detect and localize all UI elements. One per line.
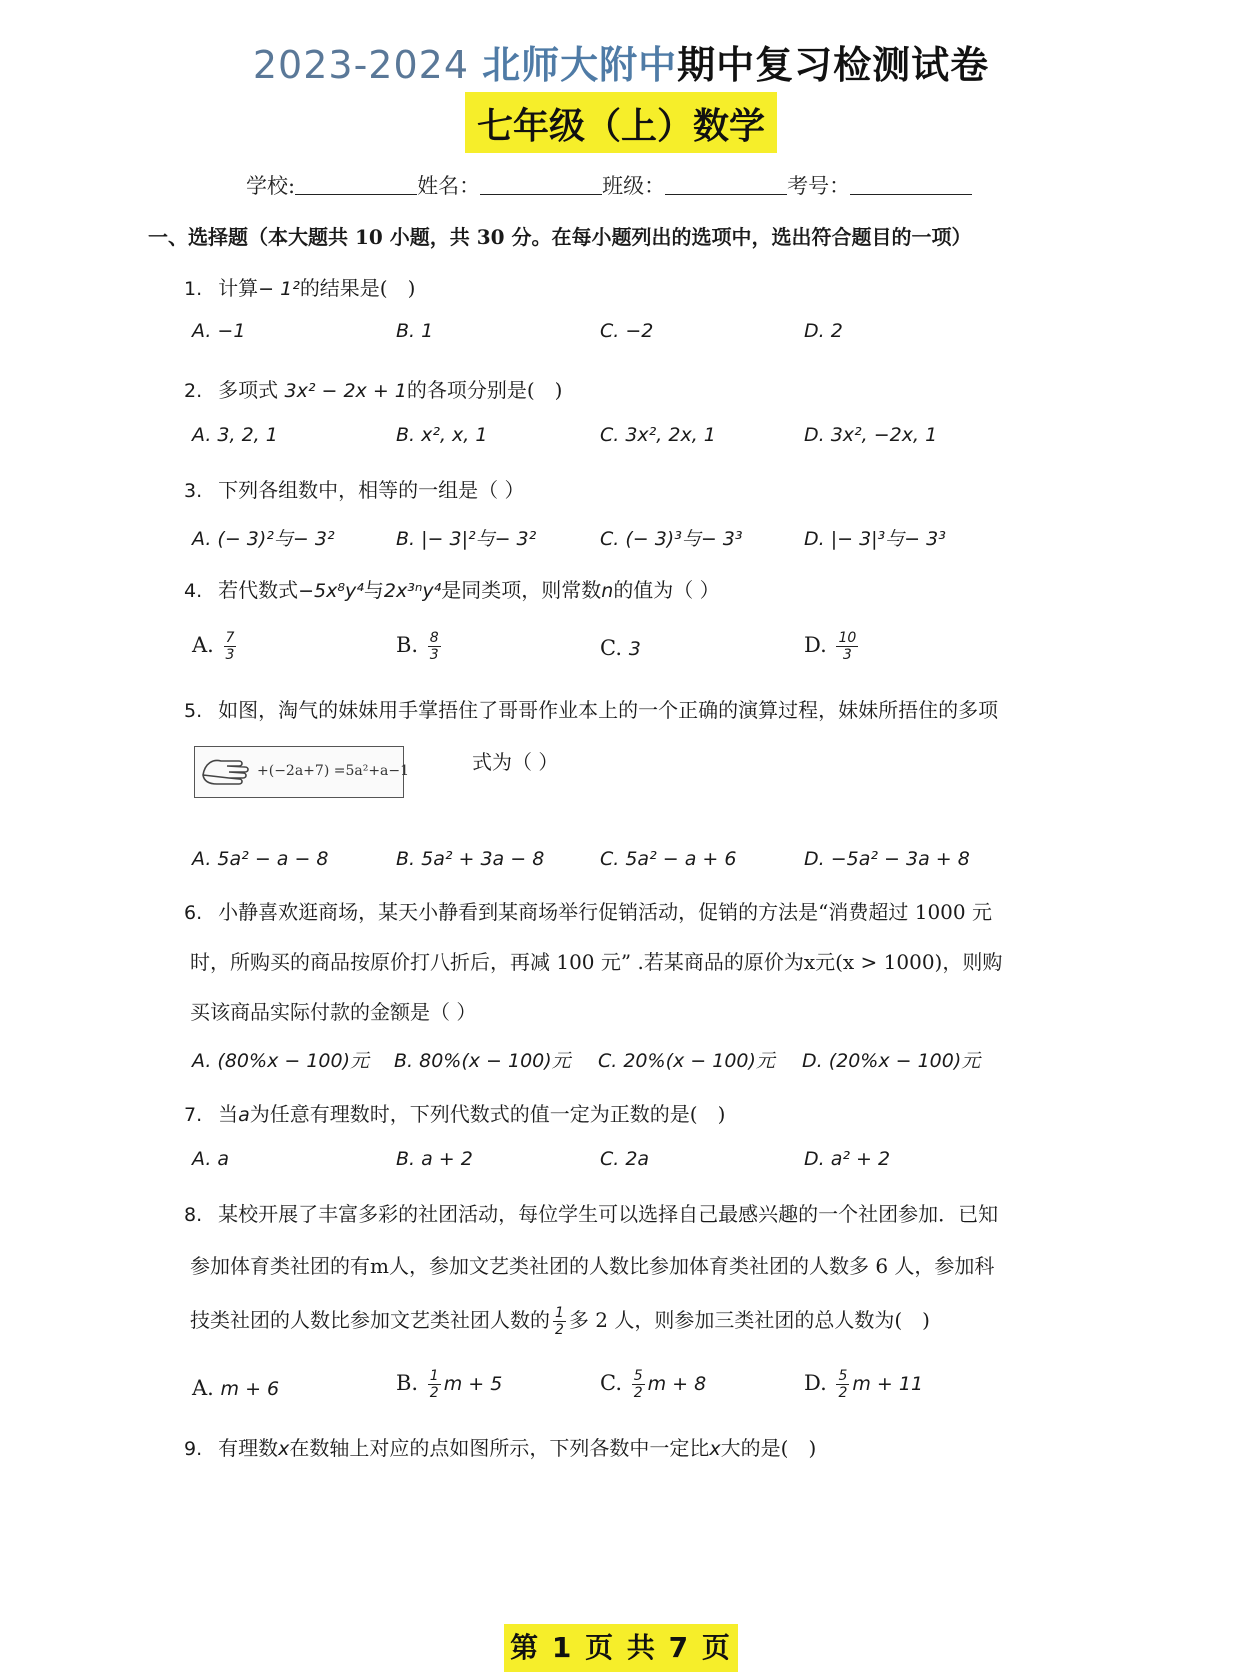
fraction-numerator: 5 <box>838 1368 848 1384</box>
option-b[interactable]: B. x², x, 1 <box>396 424 488 446</box>
option-d[interactable]: D. 2 <box>804 320 843 342</box>
fraction-denominator: 3 <box>429 647 439 663</box>
fraction-numerator: 7 <box>225 630 235 646</box>
question-number: 2. <box>184 380 203 402</box>
question-number: 6. <box>184 902 203 924</box>
option-a[interactable]: A. a <box>192 1148 230 1170</box>
option-d[interactable]: D. 3x², −2x, 1 <box>804 424 938 446</box>
question-number: 4. <box>184 580 203 602</box>
option-text: m + 8 <box>647 1373 707 1395</box>
option-a[interactable]: A. 5a² − a − 8 <box>192 848 329 870</box>
fraction-denominator: 2 <box>633 1385 643 1401</box>
field-examno-blank[interactable] <box>850 176 972 195</box>
option-c[interactable]: C. 2a <box>600 1148 650 1170</box>
question-number: 7. <box>184 1104 203 1126</box>
option-d[interactable]: D. |− 3|³与− 3³ <box>804 528 946 550</box>
question-text: 计算 <box>218 276 259 300</box>
question-text: 多 2 人，则参加三类社团的总人数为( ) <box>568 1308 930 1332</box>
option-d[interactable] <box>802 1046 980 1073</box>
exam-title <box>0 34 1242 89</box>
student-info-fields <box>246 170 1026 200</box>
subtitle: 七年级（上）数学 <box>465 92 777 153</box>
question-text: 在数轴上对应的点如图所示，下列各数中一定比 <box>289 1436 710 1460</box>
question-text: 多项式 <box>218 378 285 402</box>
fraction <box>632 1368 645 1401</box>
question-var: a <box>238 1104 250 1126</box>
option-text: B. 80%(x − 100)元 <box>394 1050 571 1072</box>
question-text: 小静喜欢逛商场，某天小静看到某商场举行促销活动，促销的方法是“消费超过 1000 元 <box>218 900 992 924</box>
option-value: 3 <box>628 638 641 660</box>
option-c[interactable]: C. 3x², 2x, 1 <box>600 424 716 446</box>
section-heading: 一、选择题（本大题共 10 小题，共 30 分。在每小题列出的选项中，选出符合题目的一项） <box>148 225 972 249</box>
option-text: D. (20%x − 100)元 <box>802 1050 981 1072</box>
field-school-blank[interactable] <box>295 176 417 195</box>
question-var: x <box>278 1438 290 1460</box>
option-text: A. (80%x − 100)元 <box>192 1050 369 1072</box>
title-rest: 期中复习检测试卷 <box>677 43 990 87</box>
fraction-denominator: 2 <box>429 1385 439 1401</box>
question-number: 8. <box>184 1204 203 1226</box>
option-c[interactable] <box>598 1046 775 1073</box>
option-c[interactable]: C. 5a² − a + 6 <box>600 848 737 870</box>
question-math: −5x⁸y⁴ <box>298 580 364 602</box>
fraction-numerator: 1 <box>429 1368 439 1384</box>
field-examno-label: 考号： <box>787 174 851 198</box>
option-text: m + 6 <box>220 1378 280 1400</box>
option-d[interactable] <box>804 630 861 663</box>
question-6 <box>184 896 1114 925</box>
fraction <box>836 1368 849 1401</box>
question-text: 技类社团的人数比参加文艺类社团人数的 <box>190 1308 550 1332</box>
question-text: 为任意有理数时，下列代数式的值一定为正数的是( ) <box>249 1102 726 1126</box>
title-school: 北师大附中 <box>482 43 678 87</box>
field-name-blank[interactable] <box>480 176 602 195</box>
fraction <box>553 1305 566 1338</box>
figure-expression: +(−2a+7) =5a²+a−1 <box>257 763 410 779</box>
question-text: 的结果是( ) <box>299 276 416 300</box>
question-number: 1. <box>184 278 203 300</box>
question-3 <box>184 474 1114 503</box>
question-math: − 1² <box>258 278 300 300</box>
fraction-denominator: 3 <box>842 647 852 663</box>
fraction-denominator: 2 <box>838 1385 848 1401</box>
question-9 <box>184 1432 1114 1461</box>
question-number: 3. <box>184 480 203 502</box>
question-6-line-3: 买该商品实际付款的金额是（ ） <box>190 1000 477 1024</box>
question-var: n <box>601 580 614 602</box>
option-label: A. <box>192 633 214 657</box>
question-text: 如图，淘气的妹妹用手掌捂住了哥哥作业本上的一个正确的演算过程，妹妹所捂住的多项 <box>218 698 999 722</box>
question-text: 的各项分别是( ) <box>406 378 563 402</box>
option-a[interactable]: A. (− 3)²与− 3² <box>192 528 335 550</box>
question-math: 2x³ⁿy⁴ <box>383 580 442 602</box>
option-text: C. 20%(x − 100)元 <box>598 1050 775 1072</box>
question-2 <box>184 374 1114 403</box>
field-school-label: 学校: <box>246 174 296 198</box>
question-5 <box>184 694 1114 723</box>
question-number: 9. <box>184 1438 203 1460</box>
fraction <box>428 1368 441 1401</box>
question-text: 是同类项，则常数 <box>441 578 602 602</box>
page-number: 第 1 页 共 7 页 <box>504 1624 738 1672</box>
fraction-numerator: 8 <box>429 630 439 646</box>
question-text: 与 <box>363 578 384 602</box>
option-text: m + 5 <box>443 1373 503 1395</box>
question-5-continued: 式为（ ） <box>472 750 559 774</box>
option-a[interactable]: A. −1 <box>192 320 246 342</box>
option-c[interactable] <box>600 1368 706 1401</box>
option-b[interactable] <box>394 1046 571 1073</box>
title-year: 2023-2024 <box>252 43 483 87</box>
fraction <box>836 630 858 663</box>
option-a[interactable] <box>192 630 239 663</box>
question-text: 大的是( ) <box>720 1436 817 1460</box>
option-b[interactable] <box>396 1368 502 1401</box>
question-text: 下列各组数中，相等的一组是（ ） <box>218 478 525 502</box>
question-var: x <box>709 1438 721 1460</box>
question-text: 有理数 <box>218 1436 279 1460</box>
option-b[interactable]: B. 5a² + 3a − 8 <box>396 848 545 870</box>
option-label: D. <box>804 633 827 657</box>
question-text: 若代数式 <box>218 578 299 602</box>
hand-covering-figure <box>194 746 410 798</box>
question-math: 3x² − 2x + 1 <box>284 380 407 402</box>
option-label: C. <box>600 636 622 660</box>
option-label: C. <box>600 1371 622 1395</box>
option-d[interactable] <box>804 1368 923 1401</box>
hand-icon <box>199 753 257 789</box>
option-d[interactable]: D. a² + 2 <box>804 1148 891 1170</box>
field-class-label: 班级： <box>602 174 666 198</box>
option-b[interactable]: B. |− 3|²与− 3² <box>396 528 537 550</box>
question-text: 的值为（ ） <box>613 578 720 602</box>
option-a[interactable]: A. 3, 2, 1 <box>192 424 278 446</box>
question-8 <box>184 1198 1114 1227</box>
option-label: D. <box>804 1371 827 1395</box>
option-a[interactable] <box>192 1046 369 1073</box>
question-number: 5. <box>184 700 203 722</box>
option-text: m + 11 <box>852 1373 924 1395</box>
fraction <box>224 630 237 663</box>
option-b[interactable]: B. 1 <box>396 320 434 342</box>
question-text: 当 <box>218 1102 239 1126</box>
option-label: B. <box>396 1371 419 1395</box>
option-b[interactable] <box>396 630 444 663</box>
question-6-line-2: 时，所购买的商品按原价打八折后，再减 100 元” .若某商品的原价为x元(x > 1000)，则购 <box>190 950 1003 974</box>
question-text: 某校开展了丰富多彩的社团活动，每位学生可以选择自己最感兴趣的一个社团参加．已知 <box>218 1202 999 1226</box>
question-1 <box>184 272 1114 301</box>
option-d[interactable]: D. −5a² − 3a + 8 <box>804 848 970 870</box>
fraction-denominator: 2 <box>555 1322 564 1338</box>
question-8-line-3 <box>190 1304 1110 1338</box>
fraction-denominator: 3 <box>225 647 235 663</box>
question-7 <box>184 1098 1114 1127</box>
field-class-blank[interactable] <box>665 176 787 195</box>
fraction-numerator: 1 <box>555 1305 564 1321</box>
option-c[interactable]: C. −2 <box>600 320 654 342</box>
fraction-numerator: 5 <box>633 1368 643 1384</box>
option-label: B. <box>396 633 419 657</box>
field-name-label: 姓名： <box>417 174 481 198</box>
fraction-numerator: 10 <box>838 630 857 646</box>
option-c[interactable]: C. (− 3)³与− 3³ <box>600 528 743 550</box>
option-label: A. <box>192 1376 214 1400</box>
question-4 <box>184 574 1114 603</box>
option-b[interactable]: B. a + 2 <box>396 1148 473 1170</box>
question-8-line-2: 参加体育类社团的有m人，参加文艺类社团的人数比参加体育类社团的人数多 6 人，参加科 <box>190 1254 995 1278</box>
option-a[interactable] <box>192 1376 279 1400</box>
fraction <box>428 630 441 663</box>
option-c[interactable] <box>600 636 641 660</box>
